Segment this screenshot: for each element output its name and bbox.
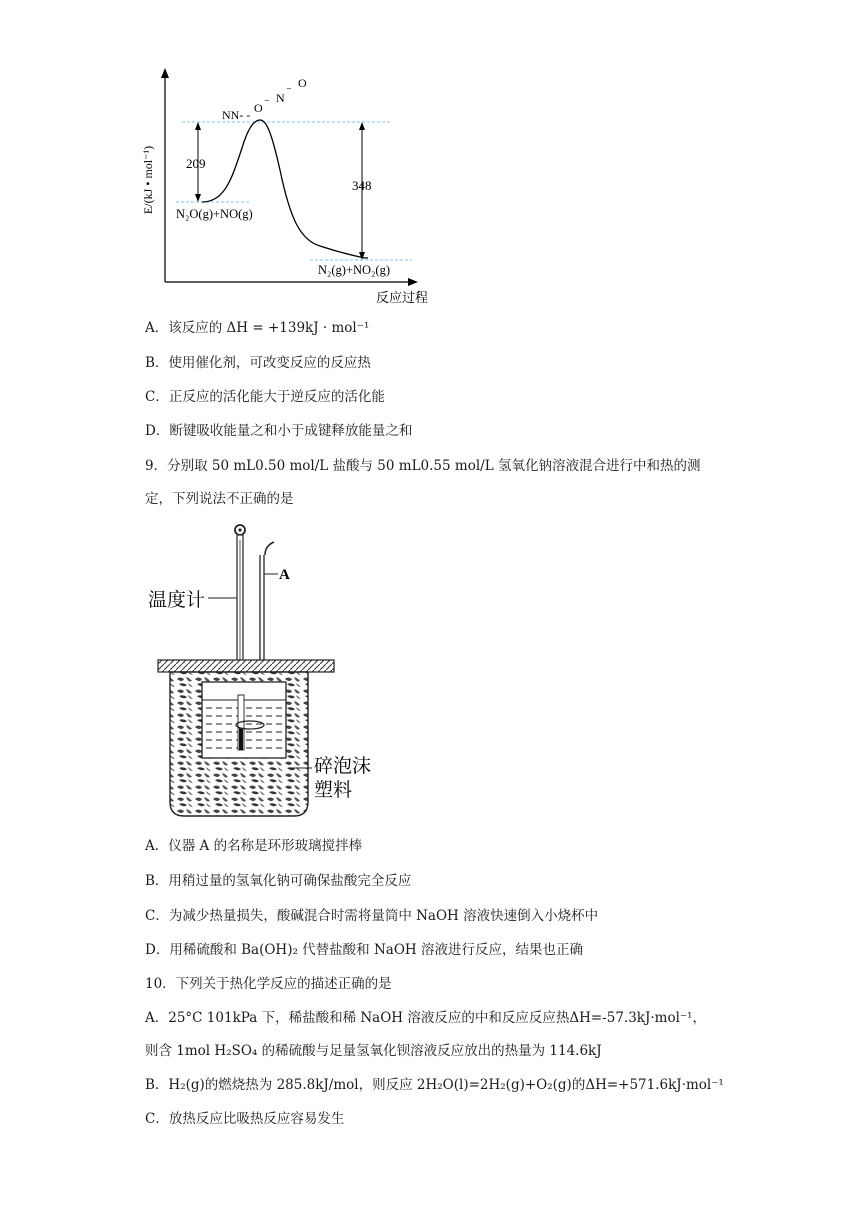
- q9-option-b: B．用稍过量的氢氧化钠可确保盐酸完全反应: [145, 873, 412, 889]
- calorimeter-svg: [140, 520, 390, 820]
- energy-curve: [202, 120, 368, 258]
- label-thermometer: 温度计: [148, 590, 206, 611]
- transition-state-o2: O: [298, 76, 307, 90]
- q8-option-c: C．正反应的活化能大于逆反应的活化能: [145, 389, 385, 405]
- calorimeter-lid: [158, 660, 334, 672]
- label-foam-1: 碎泡沫: [314, 756, 372, 777]
- q9-option-d: D．用稀硫酸和 Ba(OH)₂ 代替盐酸和 NaOH 溶液进行反应，结果也正确: [145, 942, 583, 958]
- q8-option-a: A．该反应的 ΔH = +139kJ · mol⁻¹: [145, 320, 370, 336]
- products-label: N₂(g)+NO₂(g): [318, 263, 390, 277]
- q8-option-d: D．断键吸收能量之和小于成键释放能量之和: [145, 423, 413, 439]
- q10-stem: 10．下列关于热化学反应的描述正确的是: [145, 976, 392, 992]
- energy-profile-diagram: [140, 60, 440, 319]
- q9-stem-line2: 定，下列说法不正确的是: [145, 491, 294, 507]
- q10-option-c: C．放热反应比吸热反应容易发生: [145, 1111, 345, 1127]
- q10-option-a-line2: 则含 1mol H₂SO₄ 的稀硫酸与足量氢氧化钡溶液反应放出的热量为 114.6kJ: [145, 1043, 602, 1059]
- energy-profile-svg: [140, 60, 440, 315]
- transition-state-o1: O: [254, 101, 263, 115]
- transition-state-nn: NN- -: [222, 108, 251, 122]
- q8-option-b: B．使用催化剂，可改变反应的反应热: [145, 355, 371, 371]
- calorimeter-diagram: [140, 520, 390, 824]
- q9-option-a: A．仪器 A 的名称是环形玻璃搅拌棒: [145, 838, 363, 854]
- label-a: A: [279, 567, 290, 583]
- barrier-348-label: 348: [352, 178, 372, 193]
- q9-stem-line1: 9．分别取 50 mL0.50 mol/L 盐酸与 50 mL0.55 mol/L 氢氧化钠溶液混合进行中和热的测: [145, 458, 701, 474]
- transition-state-dash2: ⁻: [286, 85, 292, 97]
- q10-option-b: B．H₂(g)的燃烧热为 285.8kJ/mol，则反应 2H₂O(l)=2H₂(g)+O₂(g)的ΔH=+571.6kJ·mol⁻¹: [145, 1077, 724, 1093]
- transition-state-dash1: ⁻: [264, 97, 270, 109]
- reactants-label: N₂O(g)+NO(g): [176, 207, 253, 221]
- q9-option-c: C．为减少热量损失，酸碱混合时需将量筒中 NaOH 溶液快速倒入小烧杯中: [145, 908, 599, 924]
- label-foam-2: 塑料: [314, 780, 353, 801]
- stirrer-hook: [265, 542, 274, 555]
- barrier-209-label: 209: [186, 156, 206, 171]
- q10-option-a-line1: A．25°C 101kPa 下，稀盐酸和稀 NaOH 溶液反应的中和反应反应热ΔH=-57.3kJ·mol⁻¹，: [145, 1010, 706, 1026]
- x-axis-arrow: [408, 278, 418, 286]
- transition-state-n: N: [276, 91, 285, 105]
- y-axis-arrow: [161, 68, 169, 78]
- x-axis-label: 反应过程: [375, 290, 429, 305]
- y-axis-label: E/(kJ • mol⁻¹): [141, 145, 155, 215]
